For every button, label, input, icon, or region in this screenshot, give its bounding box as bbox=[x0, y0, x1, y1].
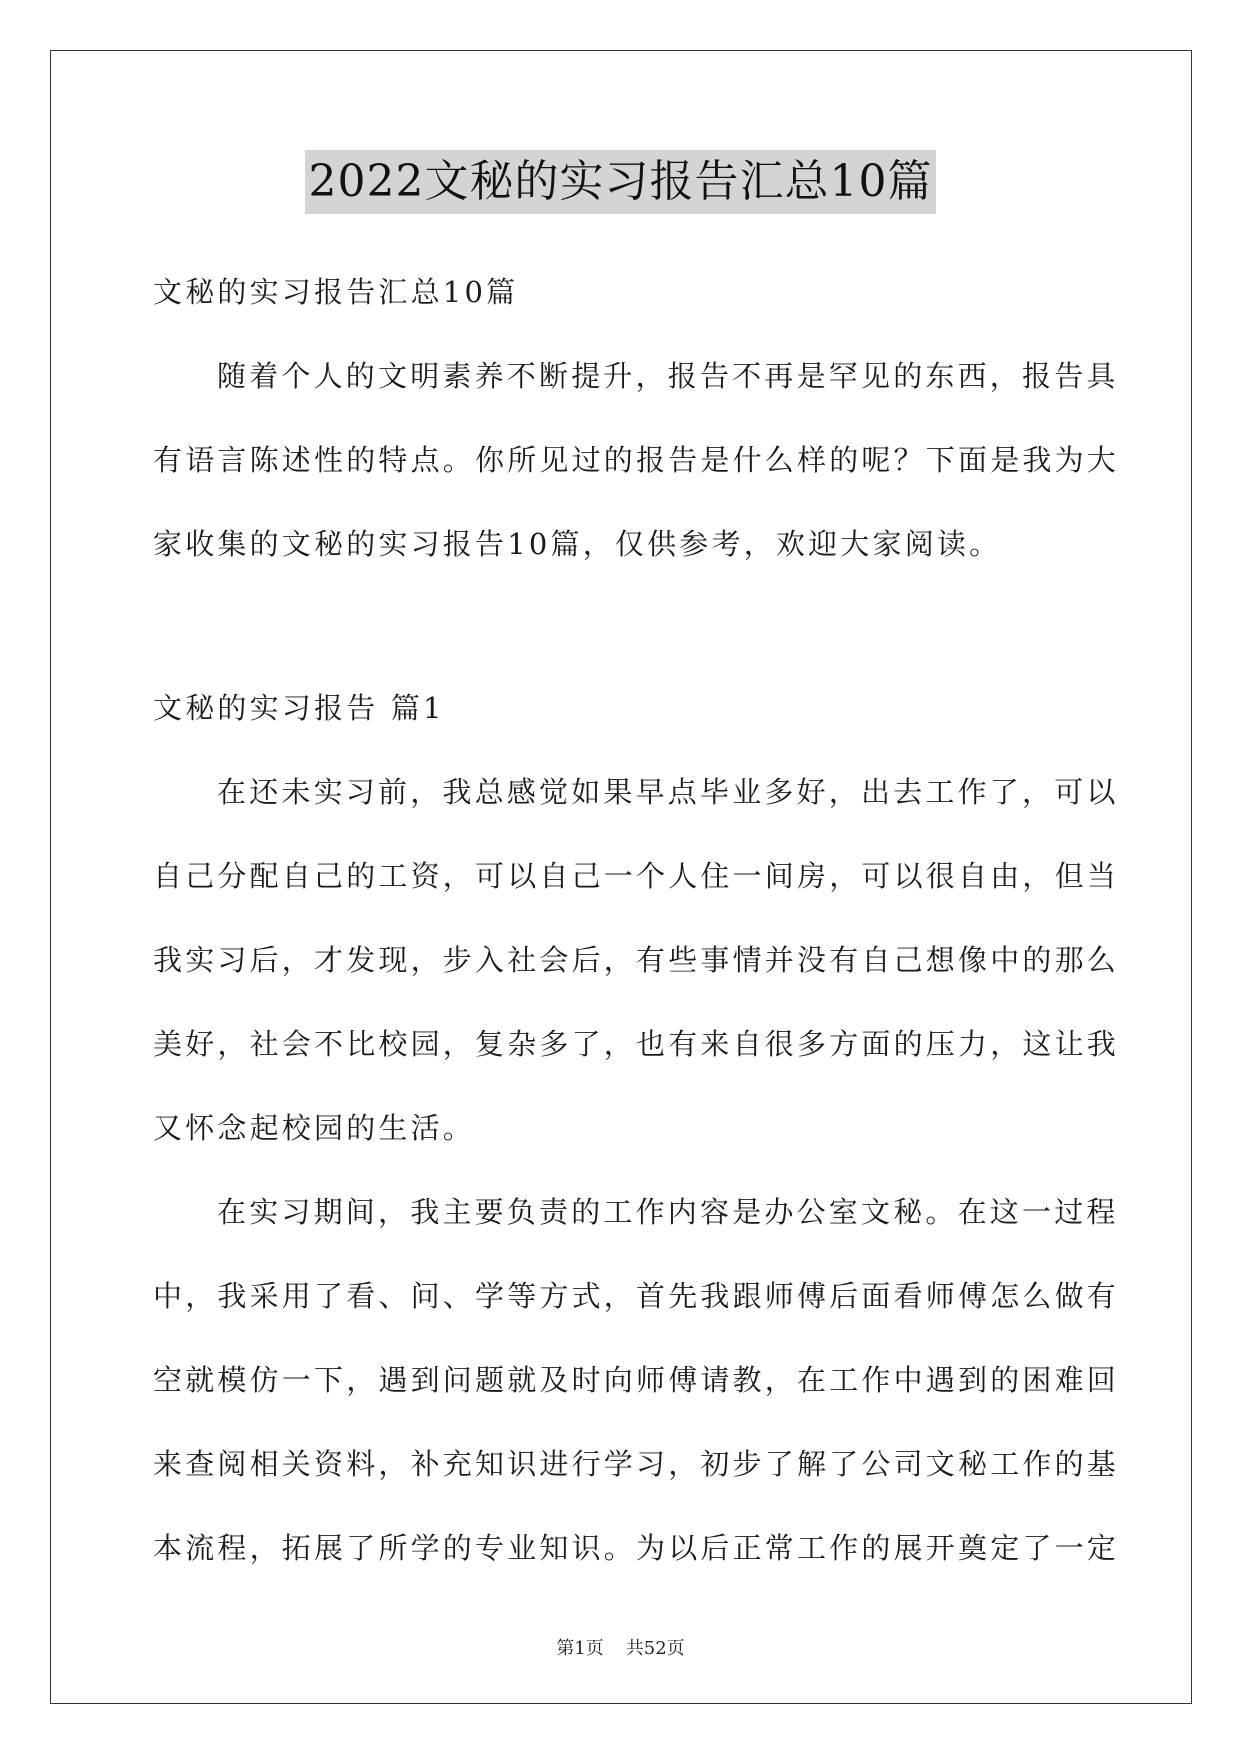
document-subtitle: 文秘的实习报告汇总10篇 bbox=[153, 275, 519, 309]
paragraph-line: 在还未实习前，我总感觉如果早点毕业多好，出去工作了，可以 bbox=[217, 775, 1119, 809]
section-heading: 文秘的实习报告 篇1 bbox=[153, 691, 445, 725]
document-title: 2022文秘的实习报告汇总10篇 bbox=[305, 150, 937, 214]
section-spacer bbox=[153, 586, 1093, 666]
page-number: 第1页 bbox=[556, 1638, 604, 1659]
paragraph-line: 本流程，拓展了所学的专业知识。为以后正常工作的展开奠定了一定 bbox=[153, 1531, 1120, 1565]
paragraph-line: 来查阅相关资料，补充知识进行学习，初步了解了公司文秘工作的基 bbox=[153, 1447, 1120, 1481]
paragraph-line: 随着个人的文明素养不断提升，报告不再是罕见的东西，报告具 bbox=[217, 359, 1119, 393]
paragraph-line: 家收集的文秘的实习报告10篇，仅供参考，欢迎大家阅读。 bbox=[153, 527, 1002, 561]
document-body bbox=[153, 250, 1120, 1590]
paragraph-line: 在实习期间，我主要负责的工作内容是办公室文秘。在这一过程 bbox=[217, 1195, 1119, 1229]
page-footer bbox=[0, 1634, 1241, 1660]
paragraph-line: 中，我采用了看、问、学等方式，首先我跟师傅后面看师傅怎么做有 bbox=[153, 1279, 1120, 1313]
paragraph-line: 空就模仿一下，遇到问题就及时向师傅请教，在工作中遇到的困难回 bbox=[153, 1363, 1120, 1397]
title-container bbox=[0, 150, 1241, 214]
paragraph-line: 美好，社会不比校园，复杂多了，也有来自很多方面的压力，这让我 bbox=[153, 1027, 1120, 1061]
paragraph-line: 我实习后，才发现，步入社会后，有些事情并没有自己想像中的那么 bbox=[153, 943, 1120, 977]
paragraph-line: 自己分配自己的工资，可以自己一个人住一间房，可以很自由，但当 bbox=[153, 859, 1120, 893]
page-total: 共52页 bbox=[625, 1638, 685, 1659]
paragraph-line: 有语言陈述性的特点。你所见过的报告是什么样的呢？下面是我为大 bbox=[153, 443, 1120, 477]
paragraph-line: 又怀念起校园的生活。 bbox=[153, 1111, 476, 1145]
